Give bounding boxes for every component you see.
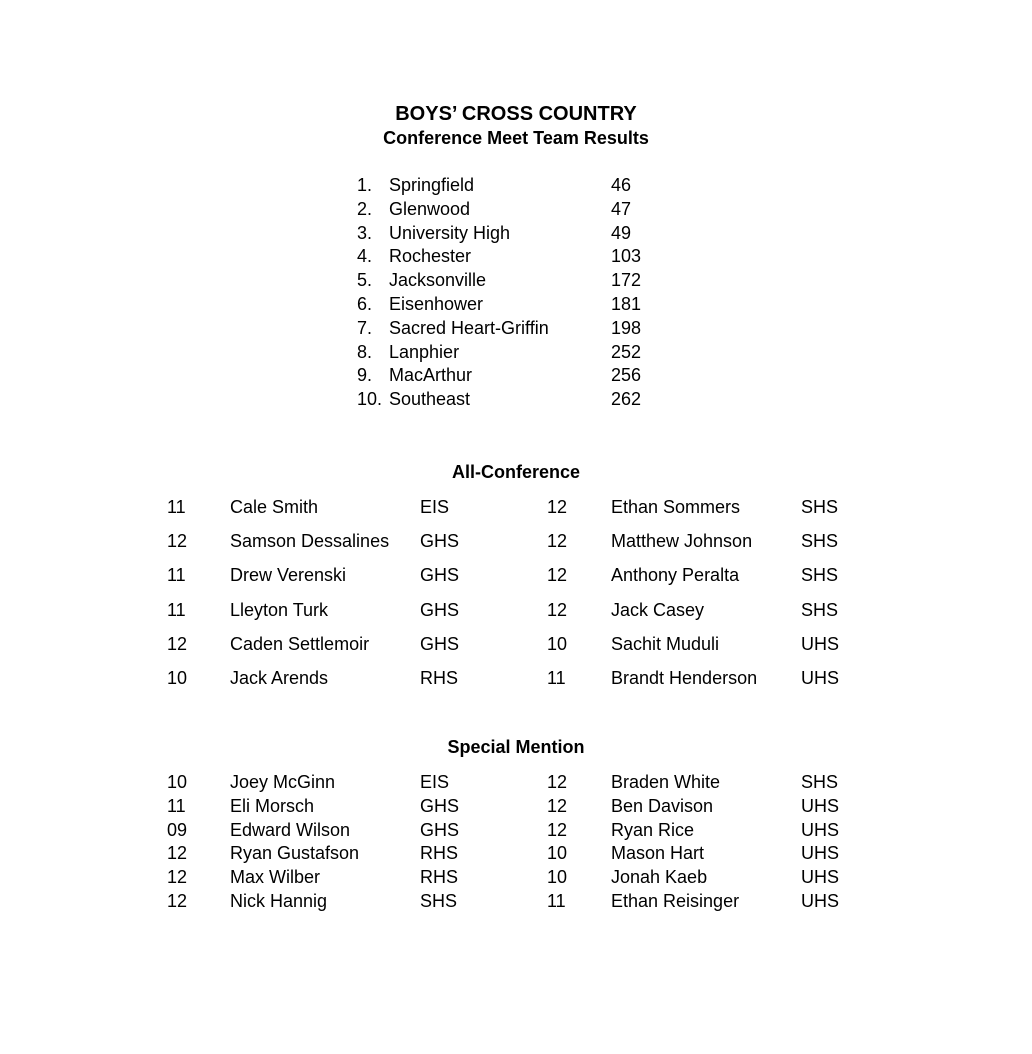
team-score: 181 <box>611 293 642 314</box>
school-code: UHS <box>801 867 840 888</box>
team-name: University High <box>389 222 511 243</box>
table-row <box>0 496 1032 530</box>
school-code: GHS <box>420 599 460 620</box>
table-row <box>0 530 1032 564</box>
special-mention-table <box>0 771 1032 914</box>
school-code: UHS <box>801 843 840 864</box>
team-rank: 1. <box>357 175 373 195</box>
team-name: Rochester <box>389 246 472 267</box>
special-mention-heading: Special Mention <box>447 737 585 757</box>
all-conference-table <box>0 496 1032 701</box>
team-score: 47 <box>611 198 632 219</box>
school-code: SHS <box>801 531 839 552</box>
table-row <box>0 795 1032 819</box>
school-code: UHS <box>801 890 840 911</box>
team-score: 46 <box>611 175 632 195</box>
school-code: SHS <box>801 772 839 792</box>
document-title: BOYS’ CROSS COUNTRY <box>395 103 637 125</box>
team-name: MacArthur <box>389 365 473 386</box>
team-rank: 8. <box>357 341 373 362</box>
table-row <box>0 633 1032 667</box>
team-result-row <box>357 341 677 365</box>
table-row <box>0 890 1032 914</box>
grade: 11 <box>547 667 566 688</box>
school-code: EIS <box>420 772 450 792</box>
athlete-name: Drew Verenski <box>230 565 347 586</box>
team-score: 256 <box>611 365 642 386</box>
grade: 12 <box>547 565 568 586</box>
grade: 11 <box>167 599 186 620</box>
athlete-name: Joey McGinn <box>230 772 336 792</box>
school-code: UHS <box>801 633 840 654</box>
school-code: GHS <box>420 633 460 654</box>
athlete-name: Max Wilber <box>230 867 321 888</box>
grade: 10 <box>547 867 568 888</box>
team-rank: 4. <box>357 246 373 267</box>
table-row <box>0 842 1032 866</box>
grade: 12 <box>547 531 568 552</box>
school-code: RHS <box>420 667 459 688</box>
team-name: Eisenhower <box>389 293 484 314</box>
team-rank: 2. <box>357 198 373 219</box>
athlete-name: Caden Settlemoir <box>230 633 370 654</box>
team-result-row <box>357 388 677 412</box>
team-result-row <box>357 293 677 317</box>
team-score: 49 <box>611 222 632 243</box>
grade: 09 <box>167 819 188 840</box>
table-row <box>0 819 1032 843</box>
athlete-name: Ethan Sommers <box>611 497 741 517</box>
athlete-name: Cale Smith <box>230 497 319 517</box>
table-row <box>0 771 1032 795</box>
grade: 12 <box>547 795 568 816</box>
school-code: EIS <box>420 497 450 517</box>
grade: 11 <box>167 795 186 816</box>
team-name: Southeast <box>389 389 471 410</box>
team-result-row <box>357 198 677 222</box>
school-code: UHS <box>801 667 840 688</box>
table-row <box>0 599 1032 633</box>
athlete-name: Anthony Peralta <box>611 565 740 586</box>
school-code: GHS <box>420 565 460 586</box>
athlete-name: Ethan Reisinger <box>611 890 740 911</box>
grade: 10 <box>547 633 568 654</box>
athlete-name: Ben Davison <box>611 795 714 816</box>
school-code: RHS <box>420 843 459 864</box>
athlete-name: Brandt Henderson <box>611 667 758 688</box>
team-result-row <box>357 222 677 246</box>
team-score: 103 <box>611 246 642 267</box>
team-score: 198 <box>611 317 642 338</box>
grade: 11 <box>167 497 186 517</box>
team-result-row <box>357 317 677 341</box>
school-code: UHS <box>801 819 840 840</box>
team-name: Glenwood <box>389 198 471 219</box>
grade: 12 <box>547 819 568 840</box>
team-result-row <box>357 245 677 269</box>
team-rank: 6. <box>357 293 373 314</box>
table-row <box>0 866 1032 890</box>
athlete-name: Matthew Johnson <box>611 531 753 552</box>
school-code: SHS <box>801 497 839 517</box>
team-name: Lanphier <box>389 341 460 362</box>
team-name: Jacksonville <box>389 270 487 291</box>
team-name: Sacred Heart-Griffin <box>389 317 549 338</box>
school-code: SHS <box>801 599 839 620</box>
school-code: SHS <box>420 890 458 911</box>
athlete-name: Samson Dessalines <box>230 531 390 552</box>
athlete-name: Braden White <box>611 772 721 792</box>
team-score: 262 <box>611 389 642 410</box>
team-rank: 7. <box>357 317 373 338</box>
grade: 12 <box>547 599 568 620</box>
athlete-name: Jack Casey <box>611 599 705 620</box>
document-subtitle: Conference Meet Team Results <box>383 128 649 148</box>
grade: 12 <box>547 772 568 792</box>
school-code: SHS <box>801 565 839 586</box>
team-results-list <box>357 174 677 412</box>
athlete-name: Jack Arends <box>230 667 329 688</box>
team-name: Springfield <box>389 175 475 195</box>
team-score: 172 <box>611 270 642 291</box>
athlete-name: Eli Morsch <box>230 795 315 816</box>
grade: 10 <box>547 843 568 864</box>
athlete-name: Ryan Gustafson <box>230 843 360 864</box>
grade: 11 <box>547 890 566 911</box>
grade: 12 <box>167 890 188 911</box>
athlete-name: Lleyton Turk <box>230 599 329 620</box>
athlete-name: Edward Wilson <box>230 819 351 840</box>
grade: 10 <box>167 772 188 792</box>
grade: 12 <box>167 843 188 864</box>
school-code: UHS <box>801 795 840 816</box>
table-row <box>0 667 1032 701</box>
athlete-name: Nick Hannig <box>230 890 328 911</box>
school-code: GHS <box>420 795 460 816</box>
athlete-name: Jonah Kaeb <box>611 867 708 888</box>
team-result-row <box>357 364 677 388</box>
team-result-row <box>357 269 677 293</box>
table-row <box>0 564 1032 598</box>
athlete-name: Mason Hart <box>611 843 705 864</box>
grade: 12 <box>547 497 568 517</box>
grade: 12 <box>167 867 188 888</box>
grade: 12 <box>167 531 188 552</box>
grade: 11 <box>167 565 186 586</box>
team-rank: 10. <box>357 389 383 410</box>
school-code: RHS <box>420 867 459 888</box>
athlete-name: Sachit Muduli <box>611 633 720 654</box>
team-rank: 9. <box>357 365 373 386</box>
grade: 12 <box>167 633 188 654</box>
all-conference-heading: All-Conference <box>451 462 581 482</box>
team-score: 252 <box>611 341 642 362</box>
team-rank: 5. <box>357 270 373 291</box>
school-code: GHS <box>420 531 460 552</box>
team-rank: 3. <box>357 222 373 243</box>
athlete-name: Ryan Rice <box>611 819 695 840</box>
team-result-row <box>357 174 677 198</box>
school-code: GHS <box>420 819 460 840</box>
grade: 10 <box>167 667 188 688</box>
